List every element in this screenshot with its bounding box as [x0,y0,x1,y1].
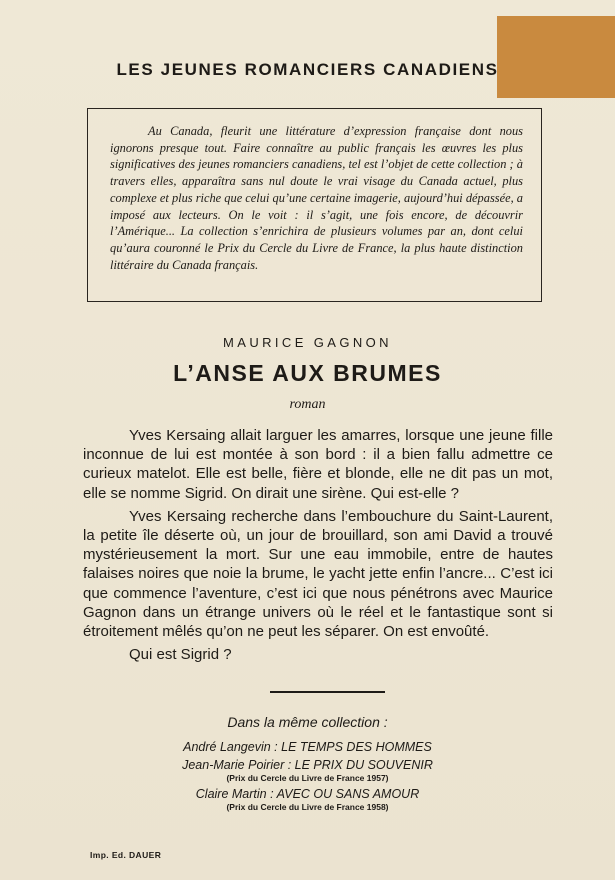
author-name: MAURICE GAGNON [223,335,392,350]
collection-item-author: André Langevin [183,740,271,754]
collection-item-title: LE PRIX DU SOUVENIR [294,758,433,772]
genre-label: roman [289,397,326,412]
collection-item-author: Claire Martin [195,787,267,801]
blurb-paragraph: Qui est Sigrid ? [129,646,232,664]
blurb [83,426,553,668]
collection-item-title: LE TEMPS DES HOMMES [281,740,432,754]
series-title: LES JEUNES ROMANCIERS CANADIENS [116,60,499,79]
book-title: L’ANSE AUX BRUMES [173,360,442,386]
collection-intro-box [87,108,542,302]
orange-corner-tab [497,16,615,98]
blurb-paragraph: Yves Kersaing allait larguer les amarres, lorsque une jeune fille inconnue de lui est montée à son bord : il a bien fallu admettre ce curieux matelot. Elle est belle, fière et blonde, elle ne dit pas un mot, elle se nomme Sigrid. On dirait une sirène. Qui est-elle ? [83,427,553,502]
collection-item-prize: (Prix du Cercle du Livre de France 1958) [226,802,389,812]
collection-intro-text: Au Canada, fleurit une littérature d’expression française dont nous ignorons presque tout. Faire connaître au public français les œuvres les plus significatives des jeunes romanciers canadiens, tel est l’objet de cette collection ; à travers elles, apparaîtra sans nul doute le vrai visage du Canada actuel, plus complexe et plus riche que celui qu’une certaine imagerie, aujourd’hui dépassée, a imposé aux lecteurs. On le voit : il s’agit, une fois encore, de découvrir l’Amérique... La collection s’enrichira de plusieurs volumes par an, dont celui qu’aura couronné le Prix du Cercle du Livre de France, la plus haute distinction littéraire du Canada français. [110,124,523,272]
collection-item: Claire Martin : AVEC OU SANS AMOUR (Prix du Cercle du Livre de France 1958) [0,787,615,812]
collection-list [0,740,615,816]
divider-rule [270,691,385,693]
collection-item: Jean-Marie Poirier : LE PRIX DU SOUVENIR (Prix du Cercle du Livre de France 1957) [0,758,615,783]
collection-item-prize: (Prix du Cercle du Livre de France 1957) [226,773,389,783]
collection-item-title: AVEC OU SANS AMOUR [276,787,420,801]
printer-credit: Imp. Ed. DAUER [90,850,162,860]
collection-heading: Dans la même collection : [227,714,388,730]
collection-item: André Langevin : LE TEMPS DES HOMMES [183,740,432,754]
collection-item-author: Jean-Marie Poirier [182,758,285,772]
blurb-paragraph: Yves Kersaing recherche dans l’embouchure du Saint-Laurent, la petite île déserte où, un jour de brouillard, son ami David a trouvé mystérieusement la mort. Sur une eau immobile, entre de hautes falaises noires que noie la brume, le yacht jette enfin l’ancre... C’est ici que commence l’aventure, c’est ici que nous pénétrons avec Maurice Gagnon dans un étrange univers où le réel et le fantastique sont si étroitement mêlés qu’on ne peut les séparer. On est envoûté. [83,507,553,641]
